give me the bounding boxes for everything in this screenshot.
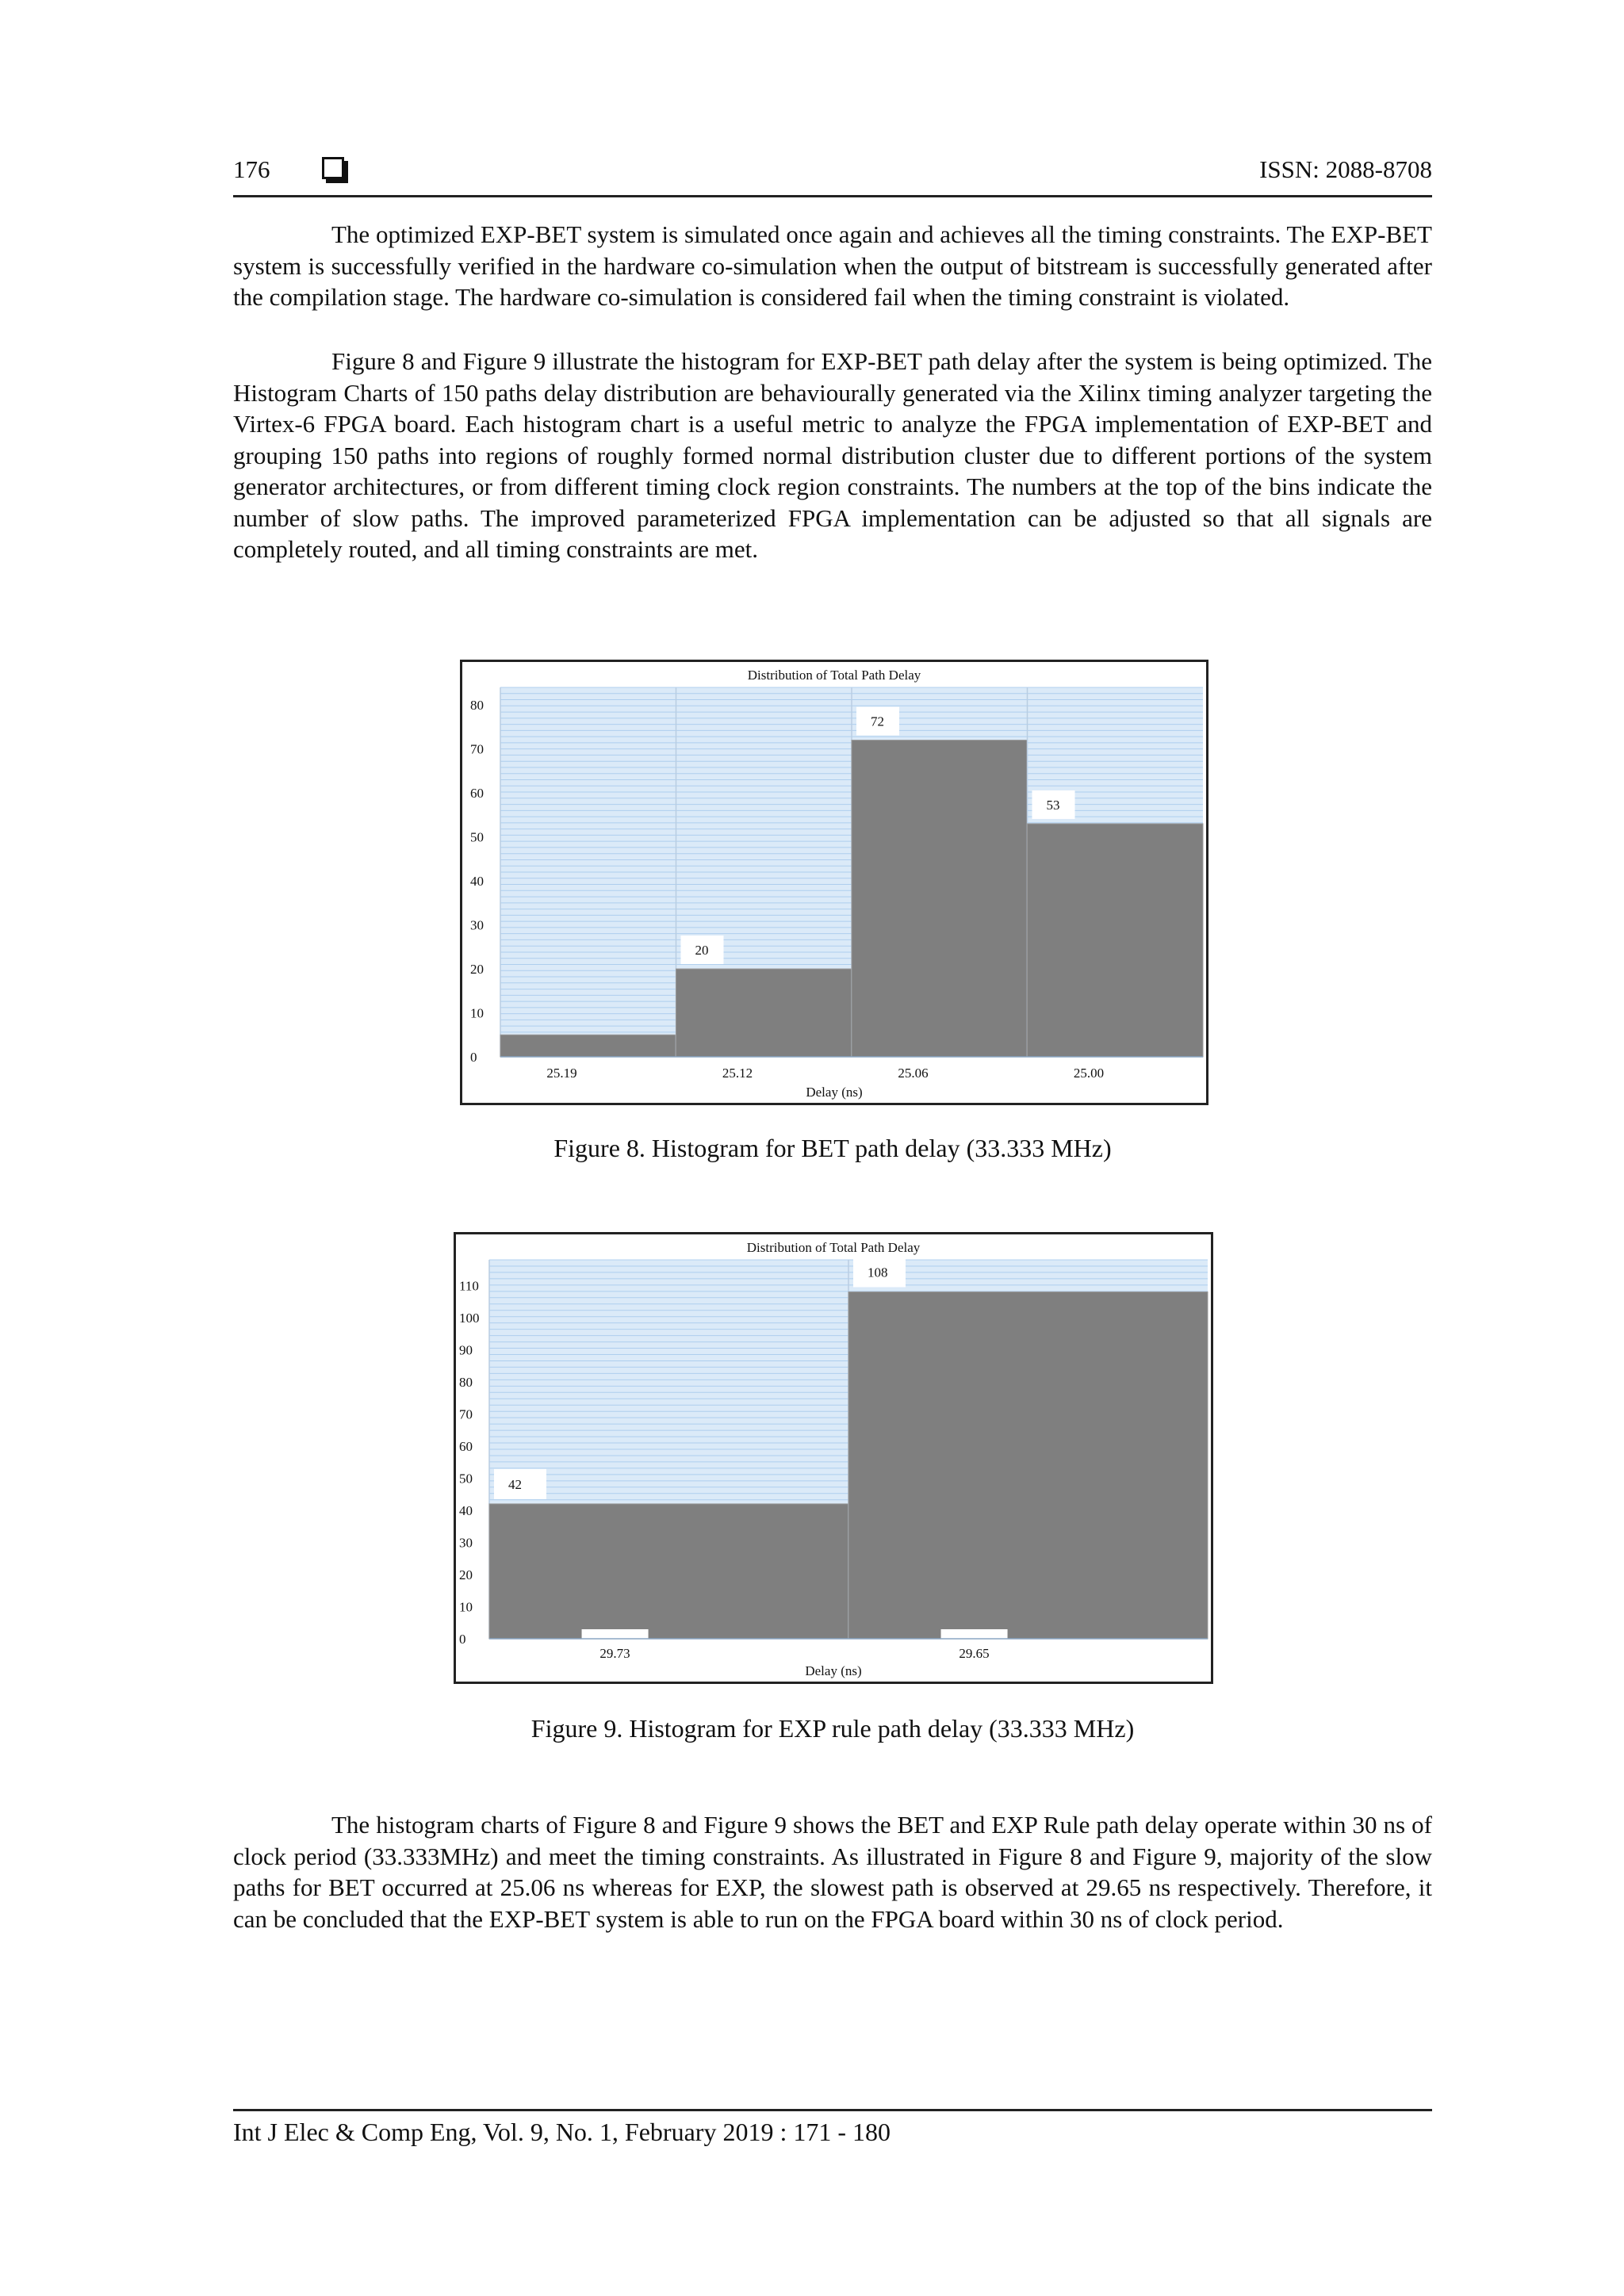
page-header (233, 154, 1432, 197)
y-tick-label: 90 (459, 1342, 473, 1358)
y-tick-label: 70 (459, 1406, 473, 1422)
bar-value-label: 20 (695, 943, 709, 959)
bar-value-label: 42 (508, 1476, 522, 1492)
chart-title: Distribution of Total Path Delay (747, 668, 921, 683)
histogram-bar (852, 740, 1028, 1057)
y-tick-label: 100 (459, 1310, 480, 1326)
y-tick-label: 40 (470, 874, 484, 890)
y-tick-label: 0 (470, 1050, 477, 1065)
figure-9-caption: Figure 9. Histogram for EXP rule path delay (33.333 MHz) (530, 1714, 1135, 1743)
x-category-label: 29.65 (959, 1646, 990, 1661)
histogram-bar (676, 969, 852, 1057)
figure-8-chart (460, 660, 1208, 1105)
y-tick-label: 60 (459, 1438, 473, 1454)
bar-value-label: 53 (1046, 797, 1060, 813)
y-tick-label: 110 (459, 1278, 479, 1294)
histogram-bar (1028, 824, 1204, 1057)
x-axis-label: Delay (ns) (806, 1085, 863, 1100)
y-tick-label: 20 (470, 962, 484, 978)
histogram-bar (500, 1035, 676, 1057)
figure-9-svg (456, 1234, 1211, 1682)
chart-title: Distribution of Total Path Delay (746, 1240, 921, 1255)
y-tick-label: 80 (459, 1374, 473, 1390)
y-tick-label: 80 (470, 698, 484, 714)
figure-9-chart (454, 1232, 1213, 1684)
paragraph-2 (233, 346, 1432, 565)
bar-value-label: 108 (868, 1265, 888, 1280)
histogram-bar (848, 1292, 1208, 1639)
paragraph-1 (233, 219, 1432, 313)
x-category-label: 25.12 (722, 1066, 753, 1081)
x-axis-label: Delay (ns) (805, 1663, 862, 1678)
y-tick-label: 20 (459, 1567, 473, 1582)
x-category-label: 25.00 (1073, 1066, 1105, 1081)
issn-label: ISSN: 2088-8708 (1259, 155, 1432, 183)
x-category-label: 29.73 (599, 1646, 630, 1661)
figure-8-caption: Figure 8. Histogram for BET path delay (33.333 MHz) (553, 1134, 1112, 1162)
y-tick-label: 50 (459, 1471, 473, 1487)
footer-citation: Int J Elec & Comp Eng, Vol. 9, No. 1, February 2019 : 171 - 180 (233, 2118, 891, 2146)
page-footer (233, 2109, 1432, 2147)
paragraph-3-text: The histogram charts of Figure 8 and Figure 9 shows the BET and EXP Rule path delay operate within 30 ns of clock period (33.333MHz) and meet the timing constraints. As illustrated in Figure 8 and Figure 9, majority of the slow paths for BET occurred at 25.06 ns whereas for EXP, the slowest path is observed at 29.65 ns respectively. Therefore, it can be concluded that the EXP-BET system is able to run on the FPGA board within 30 ns of clock period. (233, 1811, 1432, 1933)
y-tick-label: 10 (459, 1599, 473, 1615)
y-tick-label: 10 (470, 1005, 484, 1021)
paragraph-1-text: The optimized EXP-BET system is simulated once again and achieves all the timing constraints. The EXP-BET system is successfully verified in the hardware co-simulation when the output of bitstream is successfully generated after the compilation stage. The hardware co-simulation is considered fail when the timing constraint is violated. (233, 220, 1432, 311)
x-category-label: 25.06 (898, 1066, 929, 1081)
y-tick-label: 40 (459, 1502, 473, 1518)
bar-value-label: 72 (871, 714, 884, 729)
y-tick-label: 50 (470, 829, 484, 845)
y-tick-label: 70 (470, 741, 484, 757)
paragraph-3 (233, 1809, 1432, 1934)
y-tick-label: 0 (459, 1632, 466, 1647)
y-tick-label: 30 (459, 1535, 473, 1551)
paragraph-2-text: Figure 8 and Figure 9 illustrate the histogram for EXP-BET path delay after the system is being optimized. The Histogram Charts of 150 paths delay distribution are behaviourally generated via the Xilinx timing analyzer targeting the Virtex-6 FPGA board. Each histogram chart is a useful metric to analyze the FPGA implementation of EXP-BET and grouping 150 paths into regions of roughly formed normal distribution cluster due to different portions of the system generator architectures, or from different timing clock region constraints. The numbers at the top of the bins indicate the number of slow paths. The improved parameterized FPGA implementation can be adjusted so that all signals are completely routed, and all timing constraints are met. (233, 347, 1432, 563)
histogram-bar (489, 1504, 848, 1639)
y-tick-label: 60 (470, 786, 484, 802)
figure-8-svg (462, 662, 1206, 1103)
page-number: 176 (233, 155, 270, 183)
checkbox-square-icon (322, 157, 344, 179)
y-tick-label: 30 (470, 917, 484, 933)
x-category-label: 25.19 (546, 1066, 577, 1081)
